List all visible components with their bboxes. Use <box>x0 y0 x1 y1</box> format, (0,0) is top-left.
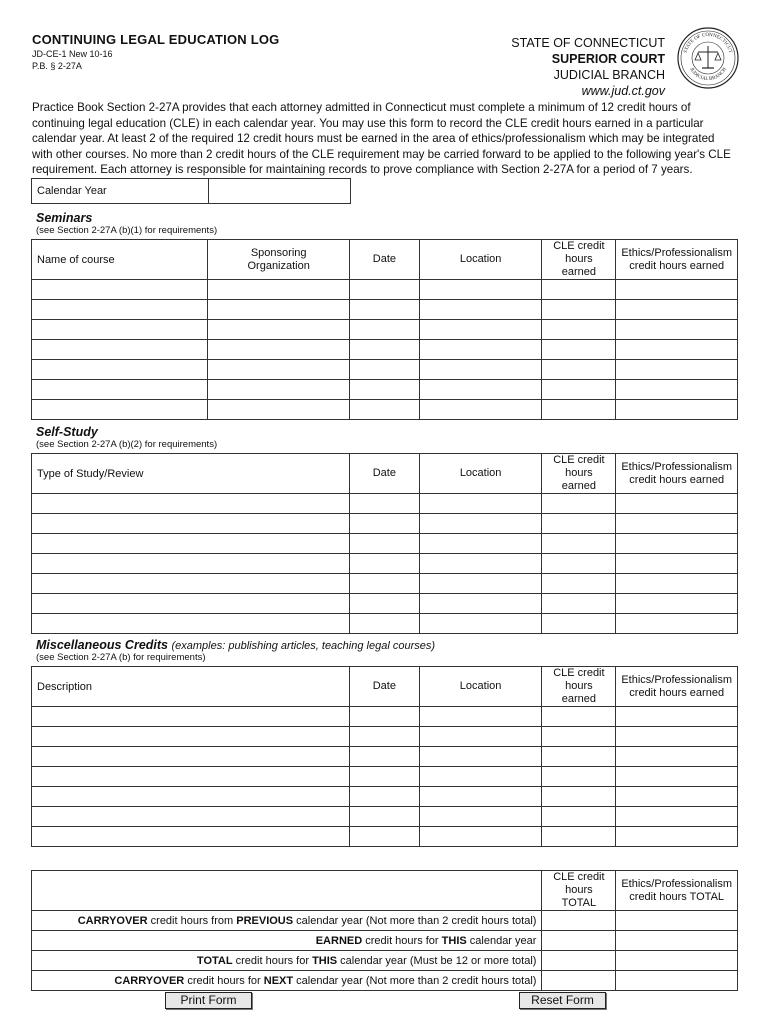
intro-line: Practice Book Section 2-27A provides that each attorney admitted in Connecticut must complete a minimum of 12 credit hours of <box>32 101 691 114</box>
table-row <box>32 707 738 727</box>
cell-input[interactable] <box>616 320 738 340</box>
carryover-next-ethics-input[interactable] <box>616 971 738 991</box>
state-name: STATE OF CONNECTICUT <box>511 36 665 50</box>
rule-reference: P.B. § 2-27A <box>32 61 82 71</box>
cell-input[interactable] <box>542 787 616 807</box>
cell-input[interactable] <box>616 827 738 847</box>
cell-input[interactable] <box>349 594 419 614</box>
table-row <box>32 574 738 594</box>
total-label: TOTAL credit hours for THIS calendar year (Must be 12 or more total) <box>32 951 542 971</box>
cell-input[interactable] <box>616 707 738 727</box>
cell-input[interactable] <box>32 574 350 594</box>
cell-input[interactable] <box>349 494 419 514</box>
cell-input[interactable] <box>542 360 616 380</box>
calendar-year-input[interactable] <box>209 179 351 204</box>
cell-input[interactable] <box>349 534 419 554</box>
cell-input[interactable] <box>419 594 542 614</box>
cell-input[interactable] <box>542 280 616 300</box>
cell-input[interactable] <box>208 300 350 320</box>
svg-text:JUDICIAL BRANCH <box>688 67 728 82</box>
cell-input[interactable] <box>542 300 616 320</box>
table-row <box>32 767 738 787</box>
calendar-year-table <box>31 178 351 204</box>
cell-input[interactable] <box>616 280 738 300</box>
col-eth-total-line1: Ethics/Professionalism <box>621 877 732 890</box>
carryover-next-label: CARRYOVER credit hours for NEXT calendar year (Not more than 2 credit hours total) <box>32 971 542 991</box>
carryover-next-cle-input[interactable] <box>542 971 616 991</box>
totals-table <box>31 870 738 991</box>
cell-input[interactable] <box>542 747 616 767</box>
cell-input[interactable] <box>616 554 738 574</box>
misc-title-line <box>36 638 435 652</box>
cell-input[interactable] <box>350 340 420 360</box>
cell-input[interactable] <box>419 400 542 420</box>
cell-input[interactable] <box>208 340 350 360</box>
table-row <box>32 320 738 340</box>
intro-paragraph <box>32 100 732 178</box>
cell-input[interactable] <box>349 614 419 634</box>
table-row <box>32 534 738 554</box>
table-row <box>32 807 738 827</box>
cell-input[interactable] <box>208 320 350 340</box>
self-study-note: (see Section 2-27A (b)(2) for requirements) <box>36 439 218 450</box>
intro-line: requirement. Each attorney is responsible for maintaining records to prove compliance with Section 2-27A for a period of 7 years. <box>32 163 693 177</box>
cell-input[interactable] <box>350 320 420 340</box>
total-cle-input[interactable] <box>542 951 616 971</box>
cell-input[interactable] <box>32 594 350 614</box>
col-type-of-study: Type of Study/Review <box>32 454 350 494</box>
table-row <box>32 380 738 400</box>
cell-input[interactable] <box>542 727 616 747</box>
table-row <box>32 827 738 847</box>
agency-block <box>511 35 665 99</box>
cell-input[interactable] <box>32 300 208 320</box>
cell-input[interactable] <box>616 360 738 380</box>
cell-input[interactable] <box>616 747 738 767</box>
cell-input[interactable] <box>542 320 616 340</box>
reset-form-button[interactable]: Reset Form <box>519 992 606 1009</box>
judicial-seal-icon <box>676 26 740 90</box>
calendar-year-label: Calendar Year <box>32 179 209 204</box>
col-ethics-hours <box>616 454 738 494</box>
cell-input[interactable] <box>542 400 616 420</box>
col-cle-total <box>542 871 616 911</box>
col-cle-line2: hours earned <box>561 253 597 278</box>
col-description: Description <box>32 667 350 707</box>
cell-input[interactable] <box>616 514 738 534</box>
col-date: Date <box>349 667 419 707</box>
cell-input[interactable] <box>542 340 616 360</box>
cell-input[interactable] <box>419 340 542 360</box>
print-form-button[interactable]: Print Form <box>165 992 252 1009</box>
table-row <box>32 787 738 807</box>
cell-input[interactable] <box>32 767 350 787</box>
cell-input[interactable] <box>349 554 419 574</box>
table-row <box>32 494 738 514</box>
cell-input[interactable] <box>32 827 350 847</box>
cell-input[interactable] <box>32 747 350 767</box>
cell-input[interactable] <box>419 787 542 807</box>
cell-input[interactable] <box>419 827 542 847</box>
carryover-previous-label: CARRYOVER credit hours from PREVIOUS calendar year (Not more than 2 credit hours total) <box>32 911 542 931</box>
cell-input[interactable] <box>208 380 350 400</box>
cell-input[interactable] <box>419 534 542 554</box>
cell-input[interactable] <box>349 727 419 747</box>
cell-input[interactable] <box>349 827 419 847</box>
cell-input[interactable] <box>32 400 208 420</box>
cell-input[interactable] <box>419 300 542 320</box>
col-cle-hours <box>542 667 616 707</box>
totals-blank-header <box>32 871 542 911</box>
cell-input[interactable] <box>616 340 738 360</box>
cell-input[interactable] <box>32 360 208 380</box>
cell-input[interactable] <box>32 614 350 634</box>
cell-input[interactable] <box>542 380 616 400</box>
cell-input[interactable] <box>32 280 208 300</box>
table-row <box>32 514 738 534</box>
cell-input[interactable] <box>32 807 350 827</box>
table-row <box>32 340 738 360</box>
cell-input[interactable] <box>32 727 350 747</box>
cell-input[interactable] <box>350 400 420 420</box>
col-cle-line1: CLE credit <box>553 454 605 466</box>
cell-input[interactable] <box>419 360 542 380</box>
court-name: SUPERIOR COURT <box>551 52 665 66</box>
table-row <box>32 747 738 767</box>
website: www.jud.ct.gov <box>581 84 665 98</box>
col-ethics-hours <box>616 667 738 707</box>
table-row <box>32 300 738 320</box>
misc-note: (see Section 2-27A (b) for requirements) <box>36 652 206 663</box>
col-eth-line1: Ethics/Professionalism <box>621 460 732 473</box>
earned-ethics-input[interactable] <box>616 931 738 951</box>
total-ethics-input[interactable] <box>616 951 738 971</box>
carryover-previous-cle-input[interactable] <box>542 911 616 931</box>
cell-input[interactable] <box>616 727 738 747</box>
seal-bottom-text: JUDICIAL BRANCH <box>688 67 728 83</box>
col-org-line1: Sponsoring <box>250 246 307 259</box>
col-eth-line1: Ethics/Professionalism <box>621 246 732 259</box>
col-location: Location <box>419 240 542 280</box>
col-cle-line1: CLE credit <box>553 240 605 252</box>
cell-input[interactable] <box>32 787 350 807</box>
cell-input[interactable] <box>349 574 419 594</box>
earned-label: EARNED credit hours for THIS calendar year <box>32 931 542 951</box>
cell-input[interactable] <box>542 594 616 614</box>
col-eth-line1: Ethics/Professionalism <box>621 673 732 686</box>
earned-cle-input[interactable] <box>542 931 616 951</box>
cell-input[interactable] <box>419 574 542 594</box>
cell-input[interactable] <box>542 614 616 634</box>
col-org-line2: Organization <box>247 259 310 272</box>
form-title: CONTINUING LEGAL EDUCATION LOG <box>32 32 280 47</box>
col-eth-line2: credit hours earned <box>629 686 725 699</box>
cell-input[interactable] <box>32 380 208 400</box>
col-ethics-total <box>616 871 738 911</box>
cell-input[interactable] <box>349 787 419 807</box>
misc-title: Miscellaneous Credits <box>36 638 168 652</box>
col-cle-line2: hours earned <box>561 680 597 705</box>
cell-input[interactable] <box>542 807 616 827</box>
col-eth-line2: credit hours earned <box>629 259 725 272</box>
cell-input[interactable] <box>419 807 542 827</box>
intro-line: with other courses. No more than 2 credit hours of the CLE requirement may be carried forward to be applied to the following year's CLE <box>32 147 731 161</box>
col-eth-line2: credit hours earned <box>629 473 725 486</box>
cell-input[interactable] <box>208 280 350 300</box>
cell-input[interactable] <box>542 767 616 787</box>
cell-input[interactable] <box>542 494 616 514</box>
cell-input[interactable] <box>349 707 419 727</box>
cell-input[interactable] <box>32 514 350 534</box>
cell-input[interactable] <box>349 767 419 787</box>
misc-examples: (examples: publishing articles, teaching legal courses) <box>171 640 436 652</box>
cell-input[interactable] <box>542 554 616 574</box>
cell-input[interactable] <box>419 554 542 574</box>
col-cle-hours <box>542 454 616 494</box>
cell-input[interactable] <box>542 827 616 847</box>
cell-input[interactable] <box>616 494 738 514</box>
cell-input[interactable] <box>349 514 419 534</box>
cell-input[interactable] <box>616 767 738 787</box>
cell-input[interactable] <box>419 767 542 787</box>
cell-input[interactable] <box>419 747 542 767</box>
col-cle-hours <box>542 240 616 280</box>
self-study-table <box>31 453 738 634</box>
table-row <box>32 554 738 574</box>
table-row <box>32 280 738 300</box>
seminars-note: (see Section 2-27A (b)(1) for requirements) <box>36 225 218 236</box>
col-sponsoring-org <box>208 240 350 280</box>
cell-input[interactable] <box>208 360 350 380</box>
cell-input[interactable] <box>616 380 738 400</box>
cell-input[interactable] <box>419 280 542 300</box>
col-date: Date <box>349 454 419 494</box>
col-cle-total-line1: CLE credit <box>553 871 605 883</box>
table-row <box>32 400 738 420</box>
cell-input[interactable] <box>32 340 208 360</box>
intro-line: continuing legal education (CLE) in each calendar year. You may use this form to record the CLE credit hours earned in a particular <box>32 116 704 130</box>
col-name-of-course: Name of course <box>32 240 208 280</box>
seminars-table <box>31 239 738 420</box>
col-location: Location <box>419 454 542 494</box>
col-cle-line1: CLE credit <box>553 667 605 679</box>
form-id: JD-CE-1 New 10-16 <box>32 49 113 59</box>
cell-input[interactable] <box>542 514 616 534</box>
cell-input[interactable] <box>542 534 616 554</box>
table-row <box>32 594 738 614</box>
carryover-previous-row <box>32 911 738 931</box>
cell-input[interactable] <box>616 787 738 807</box>
cell-input[interactable] <box>419 707 542 727</box>
col-eth-total-line2: credit hours TOTAL <box>629 890 725 903</box>
cell-input[interactable] <box>419 380 542 400</box>
cell-input[interactable] <box>616 300 738 320</box>
table-row <box>32 727 738 747</box>
cell-input[interactable] <box>350 380 420 400</box>
cell-input[interactable] <box>349 747 419 767</box>
cell-input[interactable] <box>616 574 738 594</box>
cell-input[interactable] <box>419 727 542 747</box>
earned-row <box>32 931 738 951</box>
table-row <box>32 614 738 634</box>
cell-input[interactable] <box>32 320 208 340</box>
misc-table <box>31 666 738 847</box>
branch-name: JUDICIAL BRANCH <box>553 68 665 82</box>
cell-input[interactable] <box>350 280 420 300</box>
cell-input[interactable] <box>350 300 420 320</box>
carryover-next-row <box>32 971 738 991</box>
total-row <box>32 951 738 971</box>
cell-input[interactable] <box>616 594 738 614</box>
intro-line: calendar year. At least 2 of the required 12 credit hours must be earned in the area of ethics/professionalism which may be integrated <box>32 132 715 146</box>
cell-input[interactable] <box>616 614 738 634</box>
cell-input[interactable] <box>419 320 542 340</box>
col-cle-line2: hours earned <box>561 467 597 492</box>
cell-input[interactable] <box>208 400 350 420</box>
col-date: Date <box>350 240 420 280</box>
cell-input[interactable] <box>616 400 738 420</box>
col-ethics-hours <box>616 240 738 280</box>
cell-input[interactable] <box>616 534 738 554</box>
cell-input[interactable] <box>32 554 350 574</box>
seminars-title: Seminars <box>36 211 93 225</box>
self-study-title: Self-Study <box>36 425 98 439</box>
cell-input[interactable] <box>350 360 420 380</box>
carryover-previous-ethics-input[interactable] <box>616 911 738 931</box>
cell-input[interactable] <box>349 807 419 827</box>
cell-input[interactable] <box>32 494 350 514</box>
cell-input[interactable] <box>542 707 616 727</box>
cell-input[interactable] <box>32 707 350 727</box>
cell-input[interactable] <box>32 534 350 554</box>
cell-input[interactable] <box>542 574 616 594</box>
cell-input[interactable] <box>419 514 542 534</box>
table-row <box>32 360 738 380</box>
col-cle-total-line2: hours TOTAL <box>561 884 597 909</box>
seal-top-text: STATE OF CONNECTICUT <box>683 32 733 54</box>
col-location: Location <box>419 667 542 707</box>
cell-input[interactable] <box>616 807 738 827</box>
cell-input[interactable] <box>419 614 542 634</box>
cell-input[interactable] <box>419 494 542 514</box>
